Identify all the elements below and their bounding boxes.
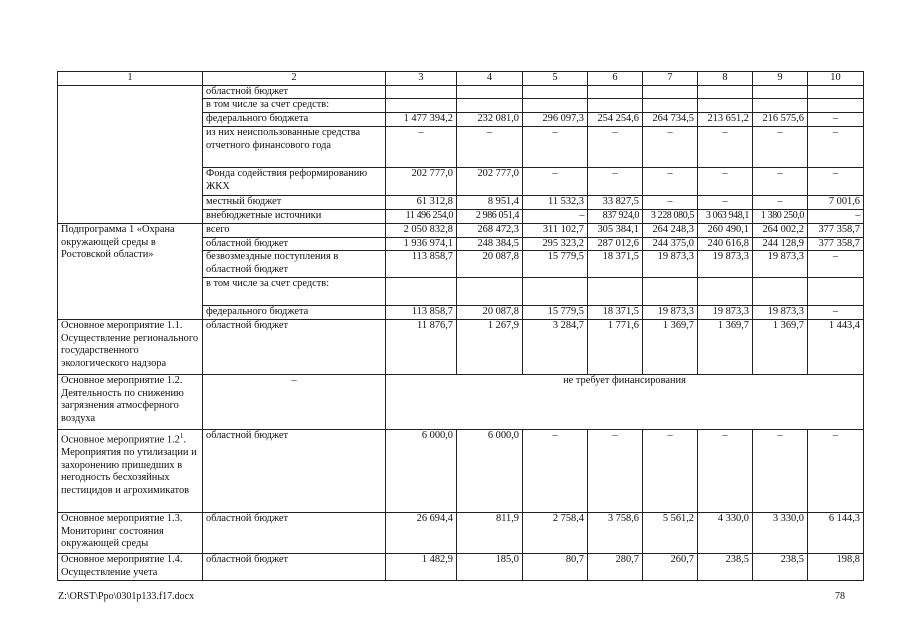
value-cell: 216 575,6 [753,113,808,127]
value-cell: – [808,429,864,512]
value-cell: 2 986 051,4 [457,210,523,224]
value-cell: 113 858,7 [386,251,457,278]
value-cell [643,99,698,113]
value-cell [698,99,753,113]
value-cell: 296 097,3 [523,113,588,127]
column-header: 4 [457,72,523,86]
value-cell: 268 472,3 [457,224,523,238]
value-cell: – [698,168,753,196]
source-label: в том числе за счет средств: [203,278,386,306]
source-label: федерального бюджета [203,306,386,320]
value-cell [386,278,457,306]
value-cell: 15 779,5 [523,306,588,320]
column-header: 3 [386,72,457,86]
value-cell: 287 012,6 [588,237,643,251]
value-cell: 6 144,3 [808,512,864,553]
file-path: Z:\ORST\Ppo\0301p133.f17.docx [58,591,195,602]
value-cell: 19 873,3 [753,251,808,278]
value-cell: 198,8 [808,553,864,580]
value-cell: 185,0 [457,553,523,580]
column-header: 8 [698,72,753,86]
value-cell: 1 771,6 [588,319,643,374]
value-cell: – [523,210,588,224]
value-cell [698,85,753,99]
table-row [58,85,864,99]
column-header: 10 [808,72,864,86]
value-cell: 4 330,0 [698,512,753,553]
value-cell: 3 063 948,1 [698,210,753,224]
activity-name [58,429,203,512]
value-cell: 248 384,5 [457,237,523,251]
value-cell [523,278,588,306]
source-label: внебюджетные источники [203,210,386,224]
value-cell: 3 330,0 [753,512,808,553]
value-cell [753,278,808,306]
value-cell: 3 284,7 [523,319,588,374]
value-cell: 238,5 [753,553,808,580]
value-cell: – [753,196,808,210]
value-cell [808,85,864,99]
value-cell: 280,7 [588,553,643,580]
value-cell: 260,7 [643,553,698,580]
value-cell [643,278,698,306]
source-label: в том числе за счет средств: [203,99,386,113]
value-cell: 113 858,7 [386,306,457,320]
value-cell: – [523,127,588,168]
value-cell: – [643,127,698,168]
source-label: областной бюджет [203,237,386,251]
value-cell: 11 496 254,0 [386,210,457,224]
activity-name: Основное мероприятие 1.1. Осуществление регионального государственного экологического надзора [58,319,203,374]
value-cell: – [523,168,588,196]
value-cell: 33 827,5 [588,196,643,210]
value-cell [386,99,457,113]
value-cell: 811,9 [457,512,523,553]
source-label: областной бюджет [203,85,386,99]
value-cell: 18 371,5 [588,251,643,278]
value-cell [588,278,643,306]
value-cell: 20 087,8 [457,306,523,320]
value-cell: 202 777,0 [457,168,523,196]
value-cell [457,278,523,306]
value-cell: 232 081,0 [457,113,523,127]
value-cell: – [643,429,698,512]
column-header: 5 [523,72,588,86]
activity-name-text: . Мероприятия по утилизации и захоронению пришедших в негодность бесхозяйных пестицидов и агрохимикатов [61,434,197,496]
value-cell: 5 561,2 [643,512,698,553]
column-header: 1 [58,72,203,86]
activity-row [58,319,864,374]
source-label: безвозмездные поступления в областной бюджет [203,251,386,278]
value-cell [753,99,808,113]
value-cell: 80,7 [523,553,588,580]
value-cell [808,278,864,306]
value-cell: 1 936 974,1 [386,237,457,251]
value-cell: – [808,168,864,196]
value-cell: 1 369,7 [753,319,808,374]
value-cell [808,99,864,113]
value-cell: – [753,168,808,196]
column-header: 9 [753,72,808,86]
value-cell: 1 443,4 [808,319,864,374]
activity-name: Основное мероприятие 1.2. Деятельность по снижению загрязнения атмосферного воздуха [58,374,203,429]
value-cell: 264 248,3 [643,224,698,238]
value-cell: 11 876,7 [386,319,457,374]
subprogram-name: Подпрограмма 1 «Охрана окружающей среды в Ростовской области» [58,224,203,320]
value-cell: 15 779,5 [523,251,588,278]
value-cell: 1 477 394,2 [386,113,457,127]
activity-name-text: Основное мероприятие 1.2 [61,434,180,446]
value-cell: 19 873,3 [698,251,753,278]
value-cell: – [643,196,698,210]
value-cell: – [588,429,643,512]
value-cell [588,85,643,99]
value-cell: 26 694,4 [386,512,457,553]
value-cell: 295 323,2 [523,237,588,251]
source-label: – [203,374,386,429]
column-header: 6 [588,72,643,86]
value-cell: – [753,429,808,512]
value-cell: 6 000,0 [457,429,523,512]
value-cell [457,99,523,113]
activity-row [58,553,864,580]
source-label: всего [203,224,386,238]
value-cell [588,99,643,113]
value-cell: 213 651,2 [698,113,753,127]
superscript-mark: 1 [179,431,184,440]
value-cell: – [808,127,864,168]
value-cell: – [457,127,523,168]
value-cell: 264 734,5 [643,113,698,127]
value-cell: 6 000,0 [386,429,457,512]
source-label: областной бюджет [203,553,386,580]
value-cell: – [523,429,588,512]
value-cell: 377 358,7 [808,224,864,238]
value-cell: – [386,127,457,168]
value-cell: 8 951,4 [457,196,523,210]
value-cell: – [588,168,643,196]
value-cell: 837 924,0 [588,210,643,224]
value-cell: 20 087,8 [457,251,523,278]
value-cell: – [698,429,753,512]
value-cell: – [643,168,698,196]
value-cell: 2 758,4 [523,512,588,553]
value-cell: 3 228 080,5 [643,210,698,224]
activity-row [58,512,864,553]
value-cell [457,85,523,99]
source-label: местный бюджет [203,196,386,210]
value-cell: – [808,113,864,127]
budget-table [57,71,864,581]
value-cell: 244 128,9 [753,237,808,251]
value-cell: 18 371,5 [588,306,643,320]
column-header: 2 [203,72,386,86]
value-cell: 19 873,3 [643,306,698,320]
value-cell: 1 267,9 [457,319,523,374]
value-cell: – [753,127,808,168]
value-cell: 7 001,6 [808,196,864,210]
value-cell: – [698,196,753,210]
value-cell [386,85,457,99]
value-cell: – [808,251,864,278]
value-cell: 3 758,6 [588,512,643,553]
financing-note: не требует финансирования [386,374,864,429]
value-cell: 202 777,0 [386,168,457,196]
value-cell: 1 369,7 [643,319,698,374]
source-label: Фонда содействия реформированию ЖКХ [203,168,386,196]
value-cell [698,278,753,306]
activity-row [58,374,864,429]
value-cell: 254 254,6 [588,113,643,127]
value-cell [753,85,808,99]
value-cell: 240 616,8 [698,237,753,251]
value-cell: 2 050 832,8 [386,224,457,238]
row-name-cell [58,85,203,224]
value-cell: 19 873,3 [643,251,698,278]
value-cell: 238,5 [698,553,753,580]
value-cell: 305 384,1 [588,224,643,238]
value-cell: 19 873,3 [698,306,753,320]
value-cell: 260 490,1 [698,224,753,238]
source-label: из них неиспользованные средства отчетного финансового года [203,127,386,168]
value-cell [643,85,698,99]
activity-name: Основное мероприятие 1.3. Мониторинг состояния окружающей среды [58,512,203,553]
value-cell: – [808,210,864,224]
value-cell: 1 380 250,0 [753,210,808,224]
value-cell [523,85,588,99]
header-row [58,72,864,86]
value-cell: 1 369,7 [698,319,753,374]
value-cell [523,99,588,113]
value-cell: 11 532,3 [523,196,588,210]
value-cell: – [808,306,864,320]
value-cell: 244 375,0 [643,237,698,251]
value-cell: 377 358,7 [808,237,864,251]
table-row [58,224,864,238]
value-cell: – [588,127,643,168]
value-cell: 264 002,2 [753,224,808,238]
source-label: областной бюджет [203,429,386,512]
value-cell: 61 312,8 [386,196,457,210]
value-cell: 1 482,9 [386,553,457,580]
activity-row [58,429,864,512]
source-label: областной бюджет [203,319,386,374]
value-cell: 311 102,7 [523,224,588,238]
column-header: 7 [643,72,698,86]
value-cell: 19 873,3 [753,306,808,320]
page-number: 78 [835,591,845,602]
source-label: областной бюджет [203,512,386,553]
value-cell: – [698,127,753,168]
activity-name: Основное мероприятие 1.4. Осуществление учета [58,553,203,580]
source-label: федерального бюджета [203,113,386,127]
